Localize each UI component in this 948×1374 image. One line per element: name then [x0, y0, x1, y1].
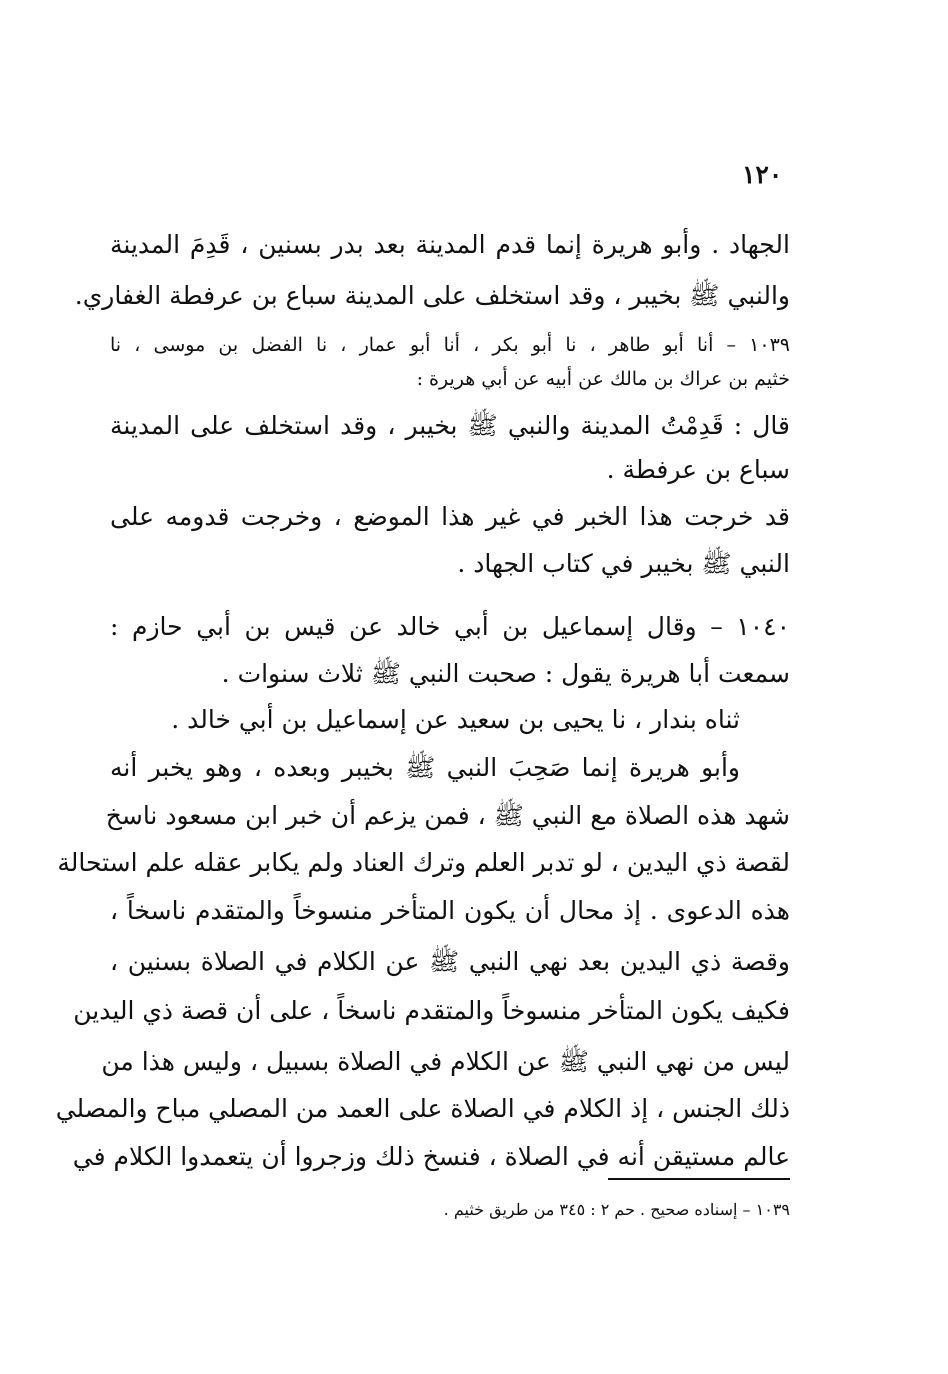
text-line: قال : قَدِمْتُ المدينة والنبي ﷺ بخيبر ، وقد استخلف على المدينة — [110, 411, 790, 440]
text-line: هذه الدعوى . إذ محال أن يكون المتأخر منسوخاً والمتقدم ناسخاً ، — [110, 896, 790, 925]
text-line: شهد هذه الصلاة مع النبي ﷺ ، فمن يزعم أن خبر ابن مسعود ناسخ — [105, 801, 790, 830]
text-line: وأبو هريرة إنما صَحِبَ النبي ﷺ بخيبر وبعده ، وهو يخبر أنه — [110, 753, 740, 782]
text-line: والنبي ﷺ بخيبر ، وقد استخلف على المدينة سباع بن عرفطة الغفاري. — [74, 281, 790, 310]
text-line: فكيف يكون المتأخر منسوخاً والمتقدم ناسخاً ، على أن قصة ذي اليدين — [73, 996, 790, 1025]
text-line: ليس من نهي النبي ﷺ عن الكلام في الصلاة بسبيل ، وليس هذا من — [101, 1047, 790, 1076]
footnote-divider — [608, 1178, 790, 1180]
text-line: الجهاد . وأبو هريرة إنما قدم المدينة بعد بدر بسنين ، قَدِمَ المدينة — [110, 230, 790, 259]
text-line: ثناه بندار ، نا يحيى بن سعيد عن إسماعيل بن أبي خالد . — [171, 705, 740, 734]
hadith-chain-line: ١٠٣٩ – أنا أبو طاهر ، نا أبو بكر ، أنا أبو عمار ، نا الفضل بن موسى ، نا — [110, 334, 790, 356]
text-line: وقصة ذي اليدين بعد نهي النبي ﷺ عن الكلام في الصلاة بسنين ، — [110, 947, 790, 976]
page-number: ١٢٠ — [742, 160, 783, 189]
text-line: عالم مستيقن أنه في الصلاة ، فنسخ ذلك وزجروا أن يتعمدوا الكلام في — [72, 1142, 790, 1171]
text-line: النبي ﷺ بخيبر في كتاب الجهاد . — [457, 549, 790, 578]
footnote: ١٠٣٩ – إسناده صحيح . حم ٢ : ٣٤٥ من طريق خثيم . — [443, 1200, 790, 1219]
hadith-line: سمعت أبا هريرة يقول : صحبت النبي ﷺ ثلاث سنوات . — [221, 659, 790, 688]
text-line: ذلك الجنس ، إذ الكلام في الصلاة على العمد من المصلي مباح والمصلي — [55, 1094, 790, 1123]
hadith-line: ١٠٤٠ – وقال إسماعيل بن أبي خالد عن قيس بن أبي حازم : — [110, 612, 790, 641]
text-line: سباع بن عرفطة . — [606, 455, 790, 484]
hadith-chain-line: خثيم بن عراك بن مالك عن أبيه عن أبي هريرة : — [416, 368, 790, 390]
text-line: قد خرجت هذا الخبر في غير هذا الموضع ، وخرجت قدومه على — [110, 502, 790, 531]
text-line: لقصة ذي اليدين ، لو تدبر العلم وترك العناد ولم يكابر عقله علم استحالة — [57, 848, 790, 877]
